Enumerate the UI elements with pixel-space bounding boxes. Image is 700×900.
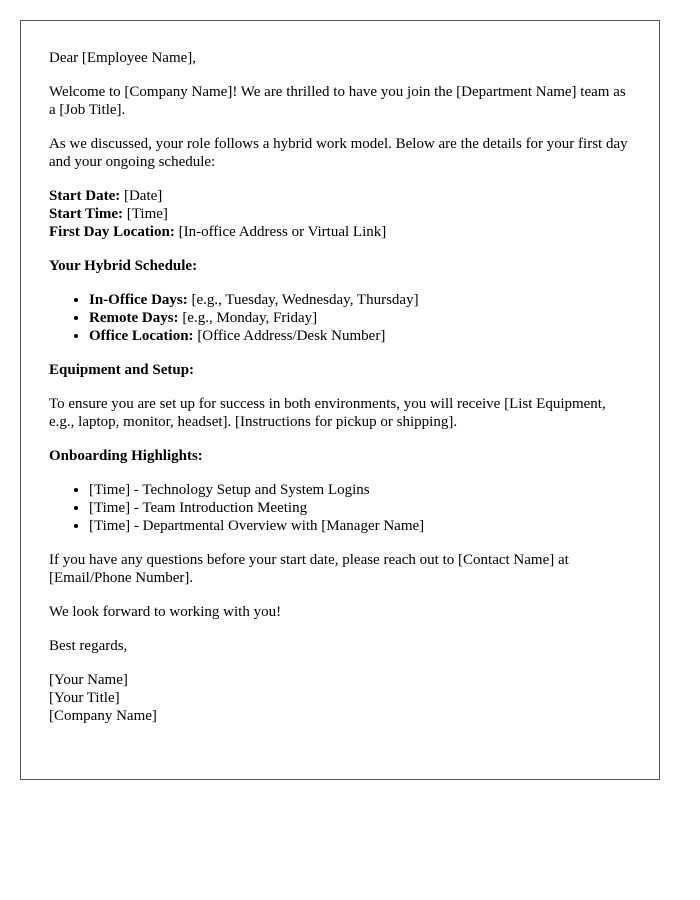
signature-company: [Company Name]	[49, 708, 157, 724]
start-details	[49, 187, 631, 241]
equipment-heading: Equipment and Setup:	[49, 362, 195, 378]
in-office-days-label: In-Office Days:	[89, 292, 188, 308]
list-item: • [Time] - Technology Setup and System Logins	[89, 481, 631, 499]
office-location-value: [Office Address/Desk Number]	[193, 328, 386, 344]
list-item	[89, 309, 631, 327]
signature-block	[49, 671, 631, 725]
schedule-heading: Your Hybrid Schedule:	[49, 258, 198, 274]
greeting: Dear [Employee Name],	[49, 50, 197, 66]
signature-name: [Your Name]	[49, 672, 128, 688]
onboarding-list	[49, 481, 631, 535]
closing-line: We look forward to working with you!	[49, 604, 282, 620]
start-time-label: Start Time:	[49, 206, 124, 222]
remote-days-label: Remote Days:	[89, 310, 179, 326]
signature-title: [Your Title]	[49, 690, 120, 706]
first-day-location-line	[49, 223, 631, 241]
start-date-label: Start Date:	[49, 188, 121, 204]
start-date-line	[49, 187, 631, 205]
welcome-paragraph: Welcome to [Company Name]! We are thrilled to have you join the [Department Name] team as a [Job Title].	[49, 84, 626, 118]
start-time-line	[49, 205, 631, 223]
list-item: • [Time] - Departmental Overview with [Manager Name]	[89, 517, 631, 535]
first-day-location-label: First Day Location:	[49, 224, 175, 240]
list-item	[89, 327, 631, 345]
start-time-value: [Time]	[123, 206, 168, 222]
schedule-list	[49, 291, 631, 345]
onboarding-heading: Onboarding Highlights:	[49, 448, 203, 464]
start-date-value: [Date]	[120, 188, 163, 204]
office-location-label: Office Location:	[89, 328, 194, 344]
signoff: Best regards,	[49, 638, 128, 654]
letter-document	[20, 20, 660, 780]
in-office-days-value: [e.g., Tuesday, Wednesday, Thursday]	[187, 292, 419, 308]
list-item: • [Time] - Team Introduction Meeting	[89, 499, 631, 517]
equipment-paragraph: To ensure you are set up for success in both environments, you will receive [List Equipment, e.g., laptop, monitor, headset]. [Instructions for pickup or shipping].	[49, 396, 606, 430]
questions-paragraph: If you have any questions before your start date, please reach out to [Contact Name] at [Email/Phone Number].	[49, 552, 569, 586]
list-item	[89, 291, 631, 309]
intro-paragraph: As we discussed, your role follows a hybrid work model. Below are the details for your first day and your ongoing schedule:	[49, 136, 628, 170]
first-day-location-value: [In-office Address or Virtual Link]	[174, 224, 387, 240]
remote-days-value: [e.g., Monday, Friday]	[178, 310, 318, 326]
